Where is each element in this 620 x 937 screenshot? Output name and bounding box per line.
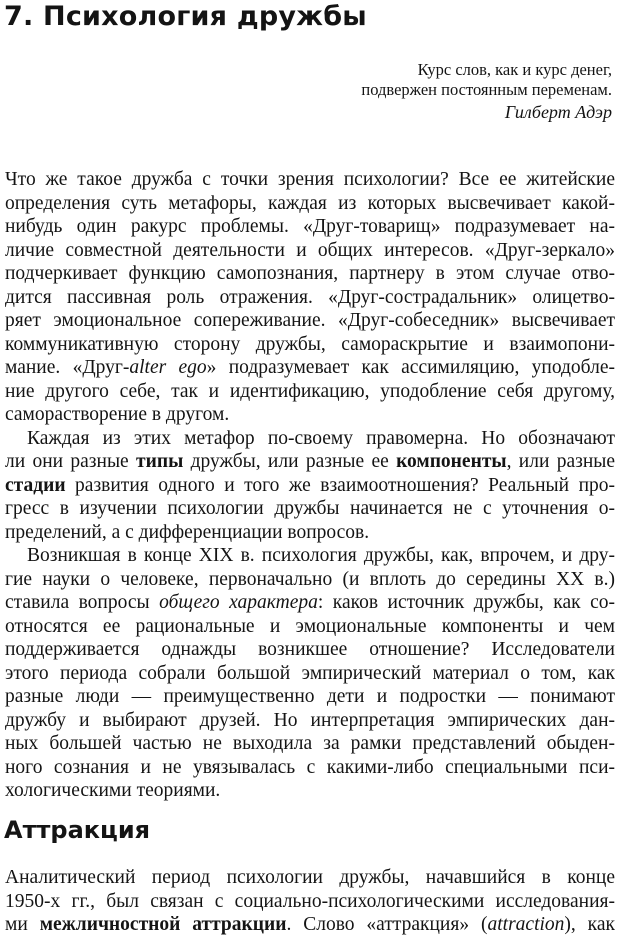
section-title: Аттракция — [4, 816, 151, 844]
text-span: развития одного и того же взаимоотношения? Реальный про- — [65, 474, 615, 496]
bold-term-stages: стадии — [5, 474, 66, 496]
text-line: коммуникативную сторону дружбы, самораскрытие и взаимопони- — [5, 333, 615, 355]
text-line: относятся ее рациональные и эмоциональные компоненты и чем — [5, 615, 615, 637]
text-span: ли они разные — [5, 451, 137, 472]
paragraph-4 — [5, 866, 615, 937]
text-span: ставила вопросы — [5, 592, 160, 613]
text-span: дружбы, или разные ее — [183, 451, 397, 472]
paragraph-1 — [5, 168, 615, 427]
text-span: мание. «Друг- — [5, 357, 130, 378]
emphasis-attraction: attraction — [487, 914, 565, 935]
text-line: 1950-х гг., был связан с социально-психологическими исследования- — [5, 890, 615, 912]
epigraph-line: Курс слов, как и курс денег, — [417, 60, 612, 79]
text-span: , или разные — [506, 451, 616, 472]
text-line: пределений, а с дифференциации вопросов. — [5, 521, 370, 543]
paragraph-3 — [5, 544, 615, 803]
text-line: нибудь один ракурс проблемы. «Друг-товарищ» подразумевает на- — [5, 216, 615, 237]
text-line: Каждая из этих метафор по-своему правомерна. Но обозначают — [27, 427, 615, 449]
text-line: гие науки о человеке, первоначально (и вплоть до середины XX в.) — [5, 568, 615, 590]
text-line: саморастворение в другом. — [5, 404, 230, 425]
text-line: личие совместной деятельности и общих интересов. «Друг-зеркало» — [5, 239, 615, 261]
text-line: определения суть метафоры, каждая из которых высвечивает какой- — [5, 192, 615, 214]
text-line: ных большей частью не выходила за рамки представлений обыден- — [5, 733, 615, 754]
text-span: » подразумевает как ассимиляцию, уподобле- — [206, 357, 615, 378]
bold-term-types: типы — [136, 451, 184, 472]
paragraph-2 — [5, 427, 615, 545]
text-line: ного сознания и не увязывалась с какими-либо специальными пси- — [5, 756, 615, 778]
text-line: этого периода собрали большой эмпирический материал о том, как — [5, 662, 615, 684]
text-span: : каков источник дружбы, как со- — [317, 592, 615, 613]
text-line: дружбу и выбирают друзей. Но интерпретация эмпирических дан- — [5, 709, 615, 731]
text-line: разные люди — преимущественно дети и подростки — понимают — [5, 686, 615, 707]
text-line: Что же такое дружба с точки зрения психологии? Все ее житейские — [5, 169, 615, 190]
bold-term-components: компоненты — [396, 451, 507, 472]
text-line: дится пассивная роль отражения. «Друг-сострадальник» олицетво- — [5, 286, 615, 308]
section-text — [5, 866, 615, 937]
text-line: ние другого себе, так и идентификацию, уподобление себя другому, — [5, 380, 615, 402]
text-line — [5, 474, 615, 498]
emphasis-general-character: общего характера — [159, 592, 318, 613]
text-line: ряет эмоциональное сопереживание. «Друг-собеседник» высвечивает — [5, 310, 615, 331]
text-line — [5, 913, 615, 937]
text-span: ), как — [564, 914, 615, 935]
epigraph-line: подвержен постоянным переменам. — [361, 80, 612, 99]
text-line: Возникшая в конце XIX в. психология дружбы, как, впрочем, и дру- — [27, 545, 615, 566]
text-line — [5, 356, 615, 380]
text-line — [5, 450, 615, 474]
main-text — [5, 168, 615, 803]
text-line: хологическими теориями. — [5, 780, 221, 801]
text-line — [5, 591, 615, 615]
text-span: . Слово «аттракция» ( — [286, 914, 488, 935]
text-line: гресс в изучении психологии дружбы начинается не с уточнения о- — [5, 498, 615, 519]
epigraph — [282, 60, 612, 123]
text-line: поддерживается однажды возникшее отношение? Исследователи — [5, 639, 615, 660]
epigraph-author: Гилберт Адэр — [504, 102, 612, 122]
bold-term-attraction: межличностной аттракции — [39, 914, 287, 935]
chapter-title: 7. Психология дружбы — [4, 1, 367, 32]
text-line: подчеркивает функцию самопознания, партнеру в этом случае отво- — [5, 263, 615, 284]
text-span: ми — [5, 914, 40, 935]
text-line: Аналитический период психологии дружбы, начавшийся в конце — [5, 867, 615, 888]
emphasis-alter-ego: alter ego — [129, 357, 207, 378]
